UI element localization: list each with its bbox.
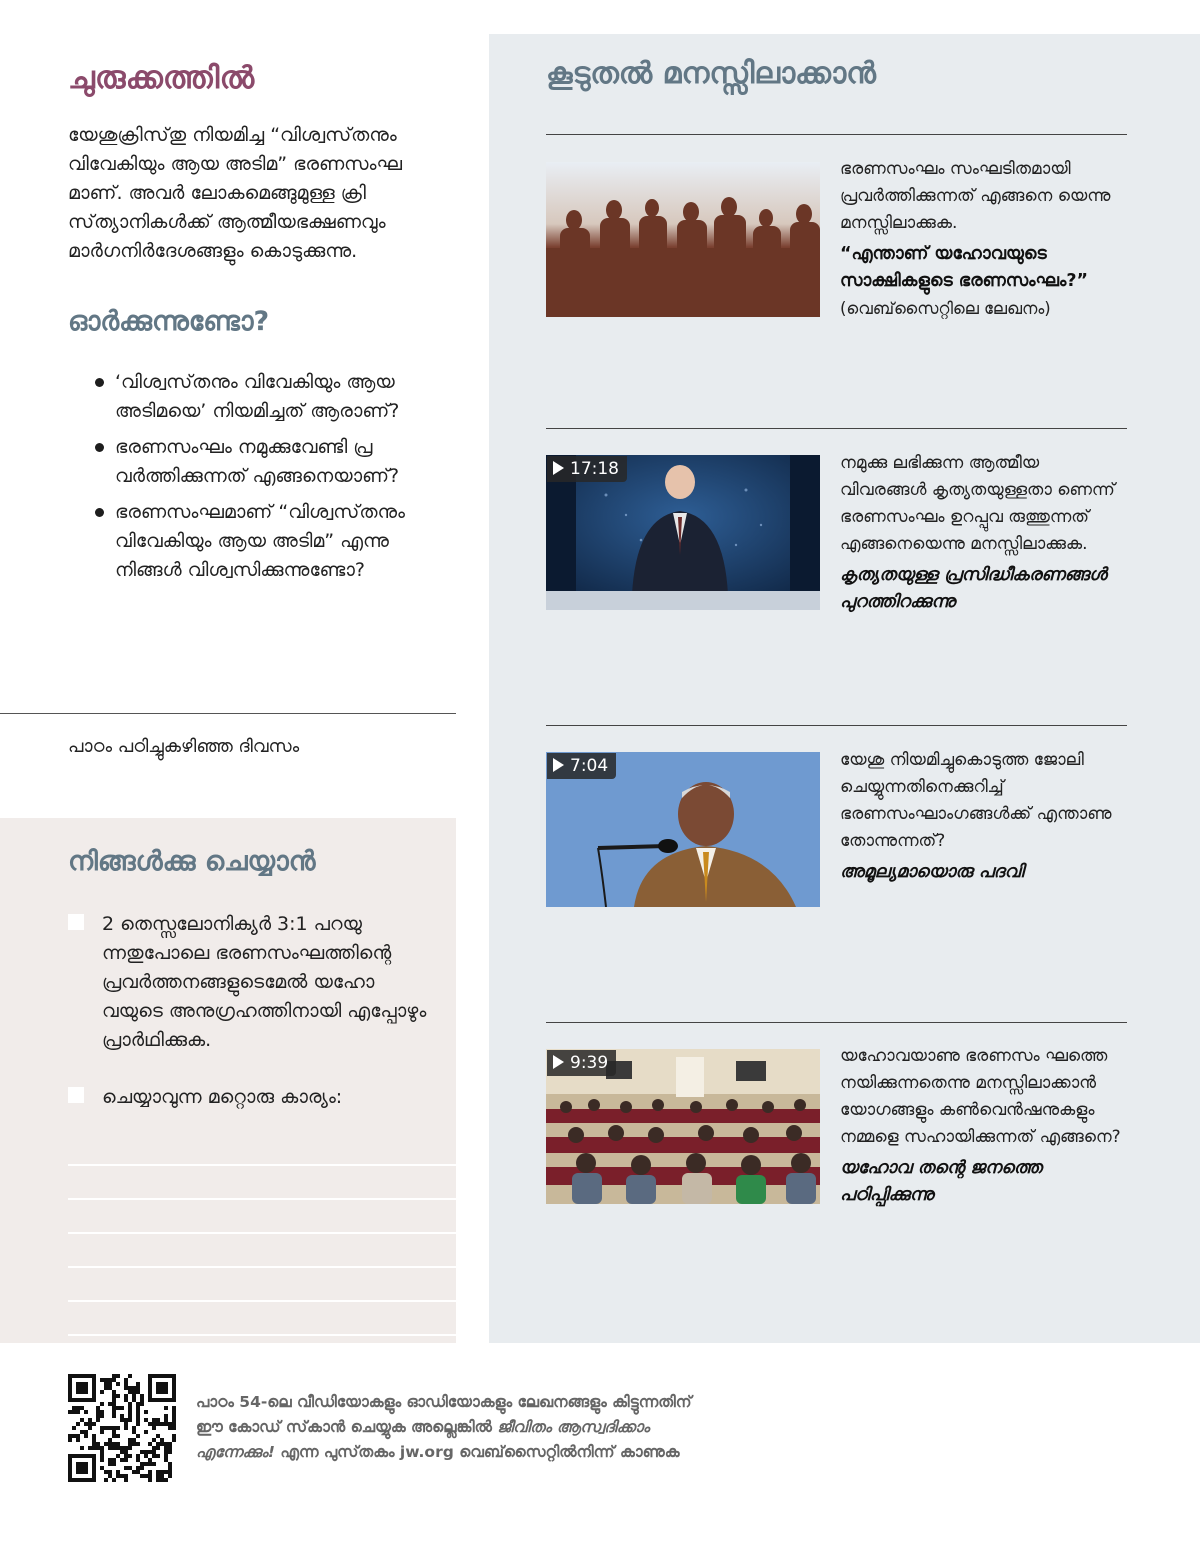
entry-description: യഹോവയാണു ഭരണസം ഘത്തെ നയിക്കുന്നതെന്നു മനസ്സിലാക്കാൻ യോഗങ്ങളും കൺവെൻഷനുകളും നമ്മളെ സഹായിക്കുന്നത്‌ എങ്ങനെ?: [840, 1046, 1121, 1147]
divider: [546, 725, 1127, 726]
checkbox[interactable]: [68, 914, 84, 930]
entry-link-title[interactable]: “എന്താണ്‌ യഹോവയുടെ സാക്ഷികളുടെ ഭരണസംഘം?”: [840, 244, 1088, 291]
video-thumbnail[interactable]: [546, 455, 820, 610]
divider: [546, 1022, 1127, 1023]
summary-heading: ചുരുക്കത്തിൽ: [68, 60, 255, 96]
entry-link-title[interactable]: അമൂല്യമായൊരു പദവി: [840, 862, 1024, 882]
writing-line: [68, 1302, 456, 1336]
divider: [546, 134, 1127, 135]
checkbox[interactable]: [68, 1087, 84, 1103]
video-duration-badge: 9:39: [547, 1050, 616, 1076]
entry-text: [840, 450, 1130, 616]
date-completed-label: പാഠം പഠിച്ചുകഴിഞ്ഞ ദിവസം: [68, 736, 300, 757]
writing-line: [68, 1234, 456, 1268]
recall-item-text: ‘വിശ്വസ്‌തനും വിവേകിയും ആയ അടിമയെ’ നിയമിച്ചത്‌ ആരാണ്‌?: [115, 371, 400, 422]
article-thumbnail[interactable]: [546, 162, 820, 317]
video-thumbnail[interactable]: [546, 752, 820, 907]
recall-item: [68, 433, 458, 491]
entry-description: യേശു നിയമിച്ചുകൊടുത്ത ജോലി ചെയ്യുന്നതിനെക്കുറിച്ച്‌ ഭരണസംഘാംഗങ്ങൾക്ക്‌ എന്താണു തോന്നുന്നത്‌?: [840, 750, 1112, 851]
footer-text-part: പാഠം 54-ലെ വീഡിയോകളും ഓഡിയോകളും ലേഖനങ്ങളും കിട്ടുന്നതിന്‌ ഈ കോഡ്‌ സ്‌കാൻ ചെയ്യുക അല്ലെങ്കിൽ: [196, 1393, 692, 1436]
bullet-icon: [95, 378, 104, 387]
video-duration-badge: 17:18: [547, 456, 627, 482]
entry-text: [840, 156, 1130, 322]
recall-item-text: ഭരണസംഘം നമുക്കുവേണ്ടി പ്ര വർത്തിക്കുന്നത്‌ എങ്ങനെയാണ്‌?: [115, 436, 400, 487]
todo-section: [0, 818, 456, 1343]
entry-link-title[interactable]: യഹോവ തന്റെ ജനത്തെ പഠിപ്പിക്കുന്നു: [840, 1158, 1042, 1205]
play-icon: [553, 461, 564, 475]
divider: [0, 713, 456, 714]
writing-lines[interactable]: [68, 1132, 456, 1336]
summary-section: [68, 60, 458, 266]
bullet-icon: [95, 443, 104, 452]
todo-heading: നിങ്ങൾക്കു ചെയ്യാൻ: [68, 846, 316, 877]
recall-item: [68, 498, 458, 585]
entry-text: [840, 1043, 1130, 1209]
writing-line: [68, 1132, 456, 1166]
entry-note: (വെബ്‌സൈറ്റിലെ ലേഖനം): [840, 299, 1051, 318]
summary-text: യേശുക്രിസ്‌തു നിയമിച്ച “വിശ്വസ്‌തനും വിവേകിയും ആയ അടിമ” ഭരണസംഘ മാണ്‌. അവർ ലോകമെങ്ങുമുള്ള ക്രി സ്‌ത്യാനികൾക്ക്‌ ആത്മീയഭക്ഷണവും മാർഗനിർദേശങ്ങളും കൊടുക്കുന്നു.: [68, 124, 403, 262]
todo-item-text: 2 തെസ്സലോനിക്യർ 3:1 പറയു ന്നതുപോലെ ഭരണസംഘത്തിന്റെ പ്രവർത്തനങ്ങളുടെമേൽ യഹോ വയുടെ അനുഗ്രഹത്തിനായി എപ്പോഴും പ്രാർഥിക്കുക.: [102, 913, 427, 1051]
footer-text: [196, 1390, 696, 1465]
book-title: ജീവിതം ആസ്വദിക്കാം എന്നേക്കും!: [196, 1418, 650, 1461]
bullet-icon: [95, 508, 104, 517]
entry-description: ഭരണസംഘം സംഘടിതമായി പ്രവർത്തിക്കുന്നത്‌ എങ്ങനെ യെന്നു മനസ്സിലാക്കുക.: [840, 159, 1111, 233]
video-thumbnail[interactable]: [546, 1049, 820, 1204]
governing-body-silhouette-image: [546, 162, 820, 317]
more-heading: കൂടുതൽ മനസ്സിലാക്കാൻ: [546, 56, 876, 91]
entry-description: നമുക്കു ലഭിക്കുന്ന ആത്മീയ വിവരങ്ങൾ കൃത്യതയുള്ളതാ ണെന്ന്‌ ഭരണസംഘം ഉറപ്പുവ രുത്തുന്നത്‌ എങ്ങനെയെന്നു മനസ്സിലാക്കുക.: [840, 453, 1115, 554]
writing-line: [68, 1200, 456, 1234]
recall-item-text: ഭരണസംഘമാണ്‌ “വിശ്വസ്‌തനും വിവേകിയും ആയ അടിമ” എന്നു നിങ്ങൾ വിശ്വസിക്കുന്നുണ്ടോ?: [115, 501, 405, 581]
entry-link-title[interactable]: കൃത്യതയുള്ള പ്രസിദ്ധീകരണങ്ങൾ പുറത്തിറക്കുന്നു: [840, 565, 1107, 612]
qr-code-icon[interactable]: [68, 1374, 176, 1482]
writing-line: [68, 1166, 456, 1200]
todo-item-text: ചെയ്യാവുന്ന മറ്റൊരു കാര്യം:: [102, 1086, 343, 1108]
entry-text: [840, 747, 1130, 886]
recall-list: [68, 368, 458, 585]
recall-section: [68, 306, 458, 592]
play-icon: [553, 758, 564, 772]
video-duration-badge: 7:04: [547, 753, 616, 779]
play-icon: [553, 1055, 564, 1069]
writing-line: [68, 1268, 456, 1302]
recall-item: [68, 368, 458, 426]
todo-item: [68, 910, 438, 1055]
todo-item: [68, 1083, 438, 1112]
divider: [546, 428, 1127, 429]
recall-heading: ഓർക്കുന്നുണ്ടോ?: [68, 306, 270, 337]
footer-text-part: എന്ന പുസ്‌തകം jw.org വെബ്‌സൈറ്റിൽനിന്ന്‌ കാണുക: [274, 1443, 680, 1461]
